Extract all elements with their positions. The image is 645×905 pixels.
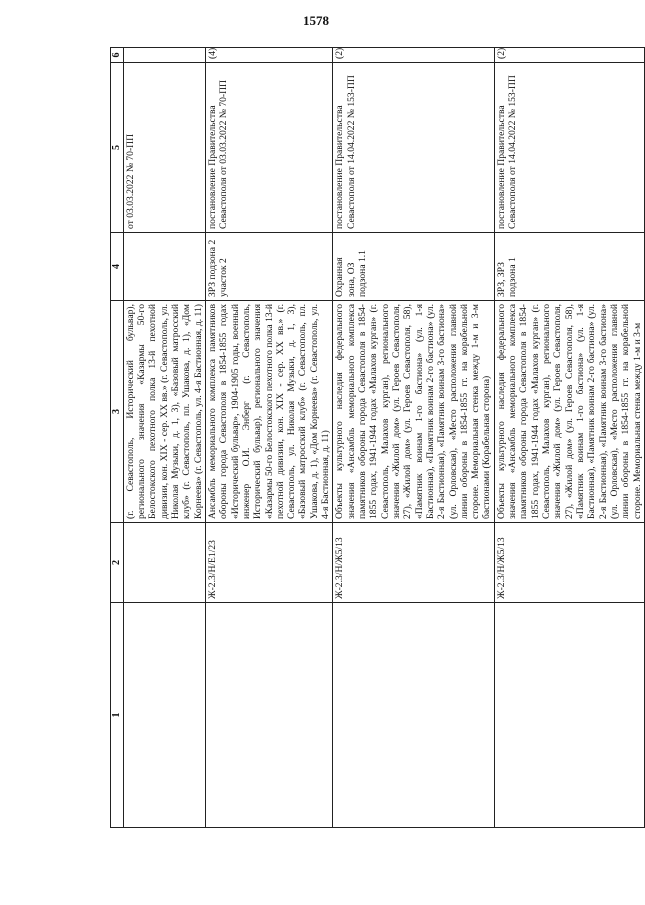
header-cell: 3	[111, 301, 124, 523]
cell-col1	[333, 603, 494, 828]
cell-zone	[123, 233, 205, 301]
table-row	[494, 48, 644, 828]
table-row	[205, 48, 332, 828]
cell-zone-code	[123, 523, 205, 603]
cell-col1	[494, 603, 644, 828]
cell-resolution: постановление Правительства Севастополя от 14.04.2022 № 153-ПП	[494, 63, 644, 233]
cell-zone-code: Ж-2.3/Н/Е1/23	[205, 523, 332, 603]
cell-description: (г. Севастополь, Исторический бульвар), регионального значения «Казармы 50-го Белостокского пехотного полка 13-й пехотной дивизии, кон. XIX - сер. XX вв.» (г. Севастополь, ул. Николая Музыки, д. 1, 3), «Базовый матросский клуб» (г. Севастополь, пл. Ушакова, д. 1), «Дом Корнеева» (г. Севастополь, ул. 4-я Бастионная, д. 11)	[123, 301, 205, 523]
cell-zone-code: Ж-2.3/Н/Ж5/13	[494, 523, 644, 603]
header-cell: 4	[111, 233, 124, 301]
cell-note: (2)	[494, 48, 644, 63]
header-cell: 1	[111, 603, 124, 828]
cell-description: Объекты культурного наследия федерального значения «Ансамбль мемориального комплекса памятников обороны города Севастополя в 1854-1855 годах, 1941-1944 годах «Малахов курган» (г. Севастополь, Малахов курган), регионального значения «Жилой дом» (ул. Героев Севастополя, 27), «Жилой дом» (ул. Героев Севастополя, 58), «Памятник воинам 1-го бастиона» (ул. 1-я Бастионная), «Памятник воинам 2-го бастиона» (ул. 2-я Бастионная), «Памятник воинам 3-го бастиона» (ул. Орловская), «Место расположения главной линии обороны в 1854-1855 гг. на корабельной стороне. Мемориальная стенка между 1-м и 3-м бастионами (Корабельная сторона)	[333, 301, 494, 523]
rotated-table-wrapper	[110, 47, 643, 828]
cell-resolution: постановление Правительства Севастополя от 14.04.2022 № 153-ПП	[333, 63, 494, 233]
cell-zone: ЗРЗ, ЗРЗ подзона 1	[494, 233, 644, 301]
cell-col1	[205, 603, 332, 828]
cell-zone: Охранная зона, ОЗ подзона 1.1	[333, 233, 494, 301]
header-cell: 5	[111, 63, 124, 233]
cell-resolution: постановление Правительства Севастополя от 03.03.2022 № 70-ПП	[205, 63, 332, 233]
cell-note: (4)	[205, 48, 332, 63]
cell-resolution: от 03.03.2022 № 70-ПП	[123, 63, 205, 233]
header-row	[111, 48, 124, 828]
cell-note: (2)	[333, 48, 494, 63]
header-cell: 6	[111, 48, 124, 63]
cell-zone-code: Ж-2.3/Н/Ж5/13	[333, 523, 494, 603]
cell-zone: ЗРЗ подзона 2 участок 2	[205, 233, 332, 301]
header-cell: 2	[111, 523, 124, 603]
table-row	[123, 48, 205, 828]
cell-description: Объекты культурного наследия федерального значения «Ансамбль мемориального комплекса памятников обороны города Севастополя в 1854-1855 годах, 1941-1944 годах «Малахов курган» (г. Севастополь, Малахов курган), регионального значения «Жилой дом» (ул. Героев Севастополя, 27), «Жилой дом» (ул. Героев Севастополя, 58), «Памятник воинам 1-го бастиона» (ул. 1-я Бастионная), «Памятник воинам 2-го бастиона» (ул. 2-я Бастионная), «Памятник воинам 3-го бастиона» (ул. Орловская), «Место расположения главной линии обороны в 1854-1855 гг. на корабельной стороне. Мемориальная стенка между 1-м и 3-м	[494, 301, 644, 523]
cell-note	[123, 48, 205, 63]
page-number: 1578	[303, 13, 329, 28]
cell-description: Ансамбль мемориального комплекса памятников обороны города Севастополя в 1854-1855 годах «Исторический бульвар», 1904-1905 годы, военный инженер О.И. Энберг (г. Севастополь, Исторический бульвар), регионального значения «Казармы 50-го Белостокского пехотного полка 13-й пехотной дивизии, кон. XIX - сер. XX вв.» (г. Севастополь, ул. Николая Музыки, д. 1, 3), «Базовый матросский клуб» (г. Севастополь, пл. Ушакова, д. 1), «Дом Корнеева» (г. Севастополь, ул. 4-я Бастионная, д. 11)	[205, 301, 332, 523]
document-table	[110, 47, 645, 828]
cell-col1	[123, 603, 205, 828]
table-row	[333, 48, 494, 828]
